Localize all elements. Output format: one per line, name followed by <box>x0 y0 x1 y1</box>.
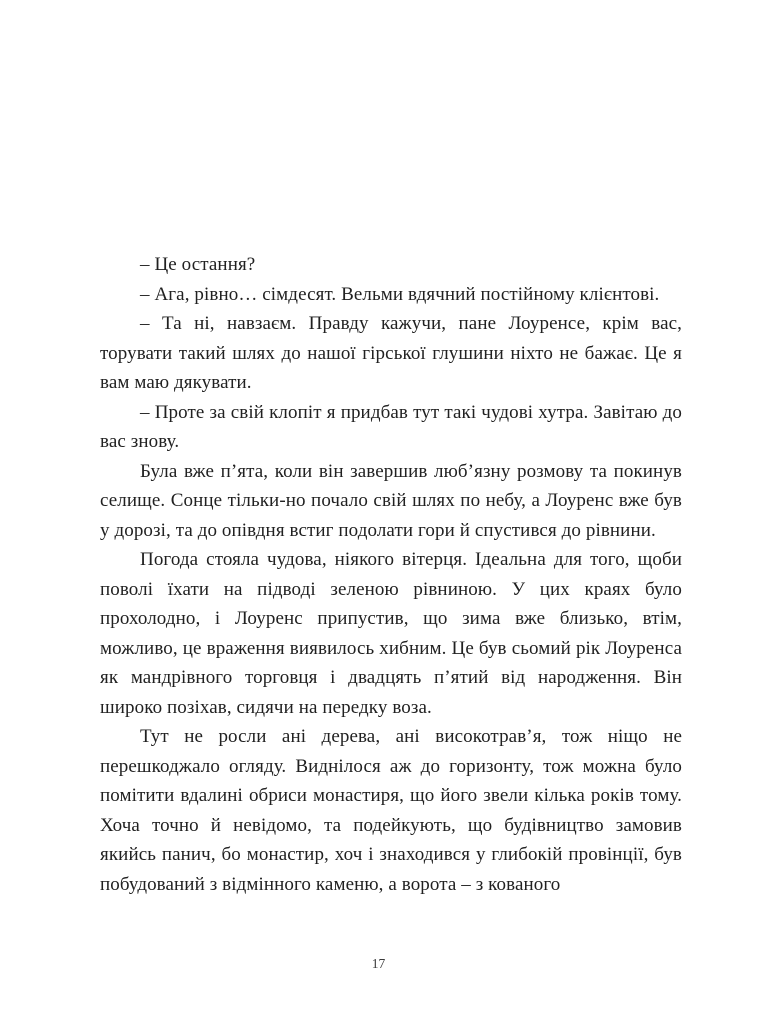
page-text <box>100 250 682 899</box>
narrative-paragraph: Тут не росли ані дерева, ані високотрав’я, тож ніщо не перешкоджало огляду. Виднілося аж до горизонту, тож можна було помітити вдалині обриси монастиря, що його звели кілька років тому. Хоча точно й невідомо, та подейкують, що будівництво замовив якийсь панич, бо монастир, хоч і знаходився у глибокій провінції, був побудований з відмінного каменю, а ворота – з кованого <box>100 726 682 895</box>
narrative-paragraph: Погода стояла чудова, ніякого вітерця. Ідеальна для того, щоби поволі їхати на підводі зеленою рівниною. У цих краях було прохолодно, і Лоуренс припустив, що зима вже близько, втім, можливо, це враження виявилось хибним. Це був сьомий рік Лоуренса як мандрівного торговця і двадцять п’ятий від народження. Він широко позіхав, сидячи на передку воза. <box>100 549 682 718</box>
narrative-paragraph: Була вже п’ята, коли він завершив люб’язну розмову та покинув селище. Сонце тільки-но почало свій шлях по небу, а Лоуренс вже був у дорозі, та до опівдня встиг подолати гори й спустився до рівнини. <box>100 460 682 541</box>
dialogue-line: – Ага, рівно… сімдесят. Вельми вдячний постійному клієнтові. <box>140 283 660 305</box>
dialogue-line: – Проте за свій клопіт я придбав тут такі чудові хутра. Завітаю до вас знову. <box>100 401 682 452</box>
dialogue-line: – Це остання? <box>140 254 256 275</box>
page-number: 17 <box>371 956 386 971</box>
dialogue-line: – Та ні, навзаєм. Правду кажучи, пане Лоуренсе, крім вас, торувати такий шлях до нашої гірської глушини ніхто не бажає. Це я вам маю дякувати. <box>100 313 682 393</box>
